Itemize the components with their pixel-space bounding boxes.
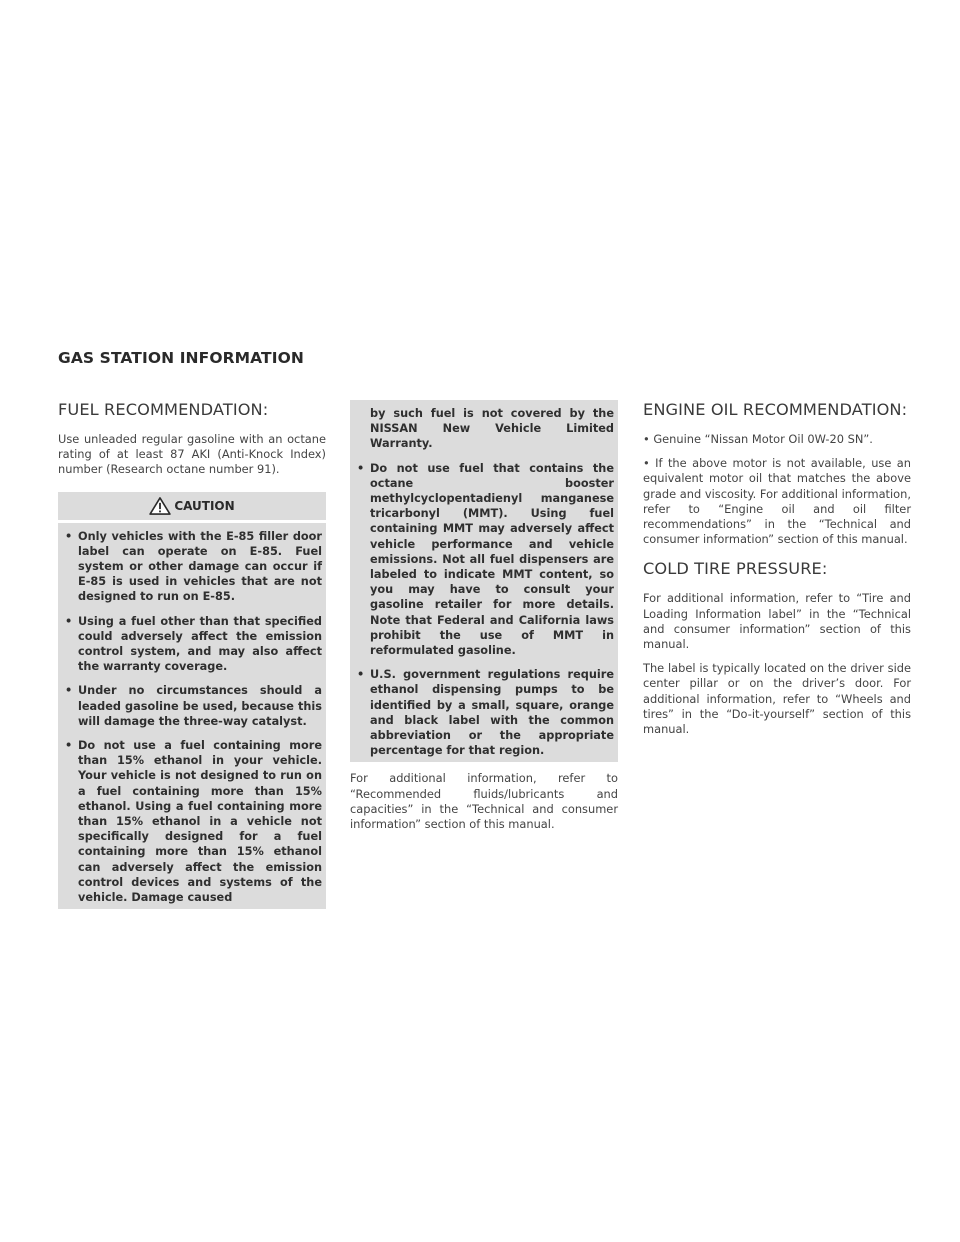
caution-item: • Do not use a fuel containing more than 15% ethanol in your vehicle. Your vehicle is not designed to run on a fuel containing more than 15% ethanol. Using a fuel containing more than 15% ethanol in a vehicle not specifically designed for a fuel containing more than 15% ethanol can adversely affect the emission control devices and systems of the vehicle. Damage caused — [62, 738, 322, 905]
caution-item: • U.S. government regulations require ethanol dispensing pumps to be identified by a small, square, orange and black label with the common abbreviation or the appropriate percentage for that region. — [354, 667, 614, 758]
tire-p2: The label is typically located on the driver side center pillar or on the driver’s door. For additional information, refer to “Wheels and tires” in the “Do-it-yourself” section of this manual. — [643, 661, 911, 737]
caution-list — [62, 529, 322, 906]
engine-oil-p2: • If the above motor is not available, use an equivalent motor oil that matches the above grade and viscosity. For additional information, refer to “Engine oil and oil filter recommendations” in the “Technical and consumer information” section of this manual. — [643, 456, 911, 547]
column-fuel — [58, 400, 326, 909]
column-caution-continued — [350, 400, 618, 841]
engine-oil-title: ENGINE OIL RECOMMENDATION: — [643, 400, 908, 419]
warning-icon — [149, 497, 171, 515]
fuel-recommendation-title: FUEL RECOMMENDATION: — [58, 400, 269, 419]
engine-oil-p1: • Genuine “Nissan Motor Oil 0W-20 SN”. — [643, 432, 873, 446]
fuel-intro: Use unleaded regular gasoline with an octane rating of at least 87 AKI (Anti-Knock Index) number (Research octane number 91). — [58, 432, 326, 477]
caution-box — [58, 492, 326, 910]
caution-list-continued — [354, 461, 614, 759]
fuel-additional-info: For additional information, refer to “Recommended fluids/lubricants and capacities” in the “Technical and consumer information” section of this manual. — [350, 771, 618, 832]
page-heading: GAS STATION INFORMATION — [58, 349, 304, 367]
caution-header — [58, 492, 326, 523]
caution-item: • Only vehicles with the E-85 filler door label can operate on E-85. Fuel system or other damage can occur if E-85 is used in vehicles that are not designed to run on E-85. — [62, 529, 322, 605]
cold-tire-pressure-title: COLD TIRE PRESSURE: — [643, 559, 828, 579]
caution-item: • Do not use fuel that contains the octane booster methylcyclopentadienyl manganese tricarbonyl (MMT). Using fuel containing MMT may adversely affect vehicle performance and vehicle emissions. Not all fuel dispensers are labeled to indicate MMT content, so you may have to consult your gasoline retailer for more details. Note that Federal and California laws prohibit the use of MMT in reformulated gasoline. — [354, 461, 614, 659]
tire-p1: For additional information, refer to “Tire and Loading Information label” in the “Technical and consumer information” section of this manual. — [643, 591, 911, 652]
caution-label: CAUTION — [174, 498, 235, 513]
caution-continued-text: by such fuel is not covered by the NISSAN New Vehicle Limited Warranty. — [370, 407, 614, 451]
caution-item: • Using a fuel other than that specified could adversely affect the emission control system, and may also affect the warranty coverage. — [62, 614, 322, 675]
caution-item: • Under no circumstances should a leaded gasoline be used, because this will damage the three-way catalyst. — [62, 683, 322, 729]
caution-box-continued — [350, 400, 618, 762]
column-oil-tire — [643, 400, 911, 746]
